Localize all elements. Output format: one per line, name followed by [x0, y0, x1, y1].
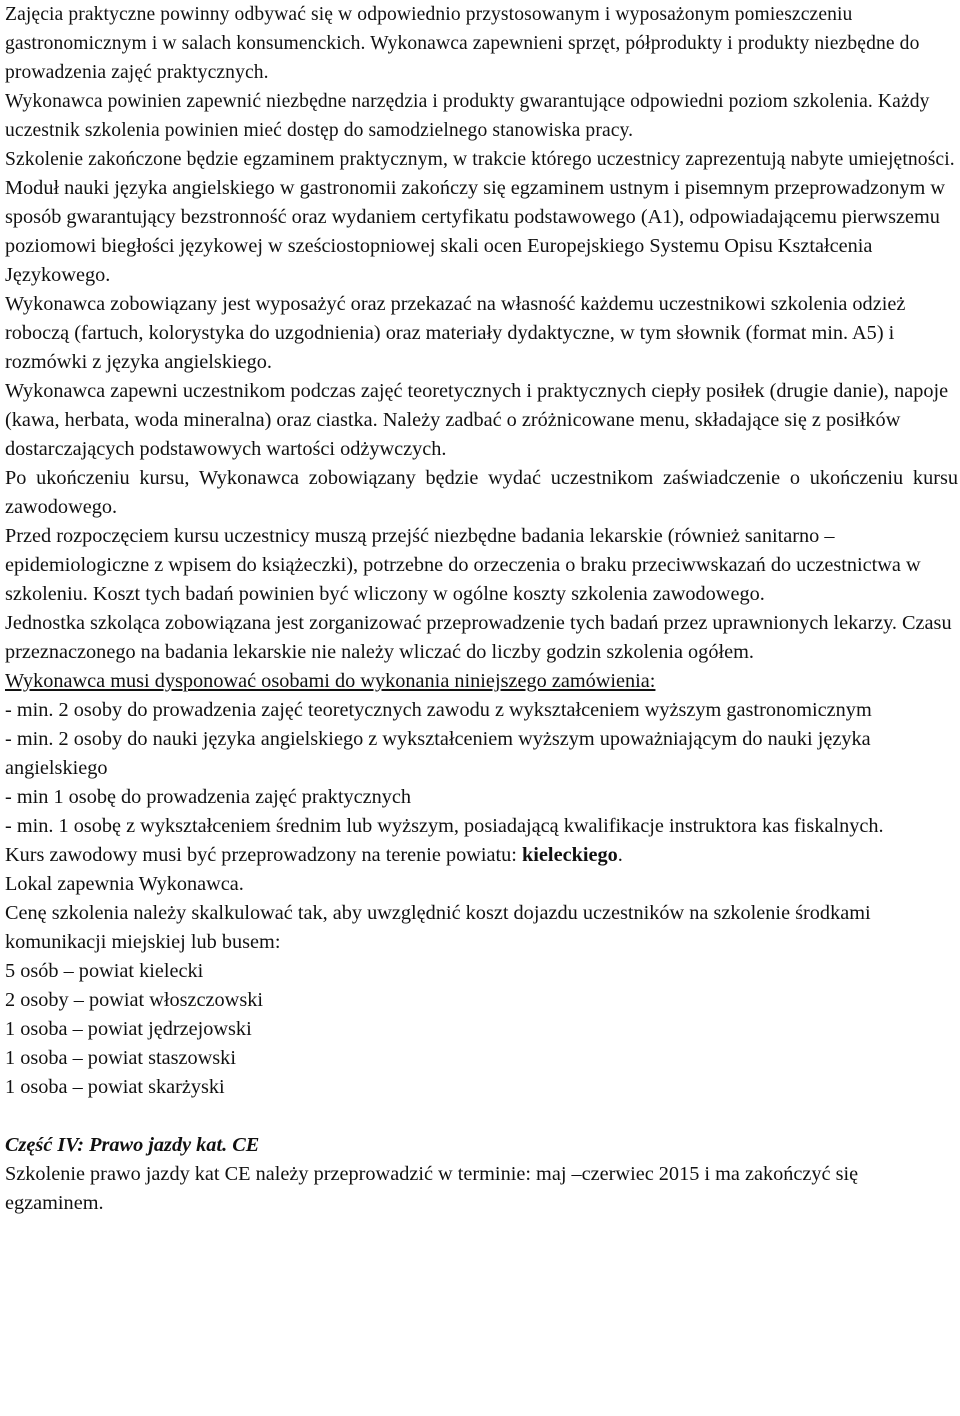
location-county: kieleckiego: [522, 844, 618, 866]
venue-line: Lokal zapewnia Wykonawca.: [5, 873, 244, 895]
paragraph-english-module: Moduł nauki języka angielskiego w gastronomii zakończy się egzaminem ustnym i pisemnym przeprowadzonym w sposób gwarantujący bezstronność oraz wydaniem certyfikatu podstawowego (A1), odpowiadającemu pierwszemu poziomowi biegłości językowej w sześciostopniowej skali ocen Europejskiego Systemu Opisu Kształcenia Językowego.: [5, 177, 946, 286]
blank-line: [5, 1102, 958, 1131]
part-iv-heading: Część IV: Prawo jazdy kat. CE: [5, 1134, 260, 1156]
paragraph-certificate: Po ukończeniu kursu, Wykonawca zobowiązany będzie wydać uczestnikom zaświadczenie o ukończeniu kursu zawodowego.: [5, 467, 958, 518]
part-iv-text: Szkolenie prawo jazdy kat CE należy przeprowadzić w terminie: maj –czerwiec 2015 i ma zakończyć się egzaminem.: [5, 1163, 859, 1214]
travel-intro: Cenę szkolenia należy skalkulować tak, aby uwzględnić koszt dojazdu uczestników na szkolenie środkami komunikacji miejskiej lub busem:: [5, 902, 871, 953]
paragraph-medical-organization: Jednostka szkoląca zobowiązana jest zorganizować przeprowadzenie tych badań przez uprawnionych lekarzy. Czasu przeznaczonego na badania lekarskie nie należy wliczać do liczby godzin szkolenia ogółem.: [5, 612, 952, 663]
location-suffix: .: [617, 844, 623, 866]
location-prefix: Kurs zawodowy musi być przeprowadzony na terenie powiatu:: [5, 844, 523, 866]
paragraph-practical-classes: Zajęcia praktyczne powinny odbywać się w odpowiednio przystosowanym i wyposażonym pomieszczeniu gastronomicznym i w salach konsumenckich. Wykonawca zapewnieni sprzęt, półprodukty i produkty niezbędne do prowadzenia zajęć praktycznych.: [5, 4, 920, 83]
staff-item: - min 1 osobę do prowadzenia zajęć praktycznych: [5, 786, 412, 808]
staff-item: - min. 2 osoby do prowadzenia zajęć teoretycznych zawodu z wykształceniem wyższym gastronomicznym: [5, 699, 872, 721]
paragraph-medical-exams: Przed rozpoczęciem kursu uczestnicy muszą przejść niezbędne badania lekarskie (również sanitarno – epidemiologiczne z wpisem do książeczki), potrzebne do orzeczenia o braku przeciwwskazań do uczestnictwa w szkoleniu. Koszt tych badań powinien być wliczony w ogólne koszty szkolenia zawodowego.: [5, 525, 921, 605]
travel-county-item: 1 osoba – powiat jędrzejowski: [5, 1018, 252, 1040]
travel-county-item: 1 osoba – powiat staszowski: [5, 1047, 236, 1069]
intro-section: [5, 0, 958, 174]
paragraph-tools: Wykonawca powinien zapewnić niezbędne narzędzia i produkty gwarantujące odpowiedni poziom szkolenia. Każdy uczestnik szkolenia powinien mieć dostęp do samodzielnego stanowiska pracy.: [5, 91, 930, 141]
staff-item: - min. 2 osoby do nauki języka angielskiego z wykształceniem wyższym upoważniającym do nauki języka angielskiego: [5, 728, 871, 779]
staff-heading: Wykonawca musi dysponować osobami do wykonania niniejszego zamówienia:: [5, 670, 656, 692]
location-line: [5, 841, 958, 870]
staff-item: - min. 1 osobę z wykształceniem średnim lub wyższym, posiadającą kwalifikacje instruktora kas fiskalnych.: [5, 815, 884, 837]
paragraph-practical-exam: Szkolenie zakończone będzie egzaminem praktycznym, w trakcie którego uczestnicy zaprezentują nabyte umiejętności.: [5, 149, 955, 170]
travel-county-item: 1 osoba – powiat skarżyski: [5, 1076, 225, 1098]
travel-county-item: 2 osoby – powiat włoszczowski: [5, 989, 263, 1011]
travel-county-item: 5 osób – powiat kielecki: [5, 960, 204, 982]
paragraph-workwear: Wykonawca zobowiązany jest wyposażyć oraz przekazać na własność każdemu uczestnikowi szkolenia odzież roboczą (fartuch, kolorystyka do uzgodnienia) oraz materiały dydaktyczne, w tym słownik (format min. A5) i rozmówki z języka angielskiego.: [5, 293, 906, 373]
paragraph-meals: Wykonawca zapewni uczestnikom podczas zajęć teoretycznych i praktycznych ciepły posiłek (drugie danie), napoje (kawa, herbata, woda mineralna) oraz ciastka. Należy zadbać o zróżnicowane menu, składające się z posiłków dostarczających podstawowych wartości odżywczych.: [5, 380, 949, 460]
